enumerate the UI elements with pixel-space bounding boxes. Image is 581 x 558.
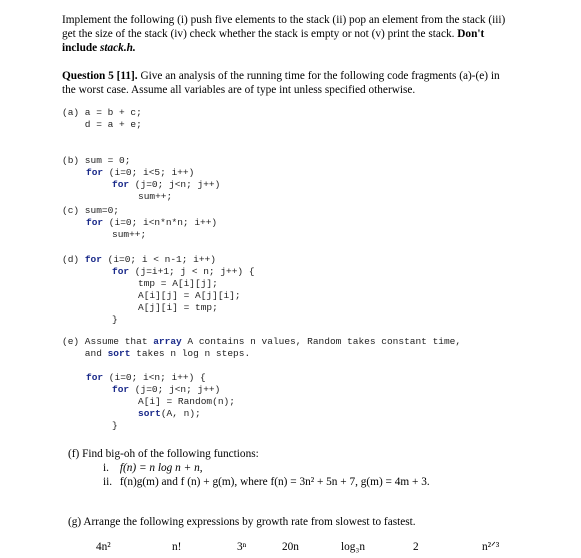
intro-stack-h: stack.h. bbox=[99, 42, 136, 54]
keyword-sort: sort bbox=[107, 348, 131, 359]
code-a-line-1: (a) a = b + c; bbox=[62, 107, 142, 118]
code-b-line-1: (b) sum = 0; bbox=[62, 155, 131, 166]
intro-line-2 bbox=[62, 27, 484, 41]
part-f-item-1 bbox=[103, 461, 203, 475]
code-e-line-6 bbox=[138, 408, 201, 420]
part-g-title: (g) Arrange the following expressions by growth rate from slowest to fastest. bbox=[68, 516, 416, 528]
code-e-loop-2: (j=0; j<n; j++) bbox=[129, 384, 221, 395]
code-c-line-2 bbox=[86, 217, 217, 229]
intro-line-2-text: get the size of the stack (iv) check whether the stack is empty or not (v) print the stack. bbox=[62, 28, 455, 40]
code-b-line-4: sum++; bbox=[138, 191, 173, 202]
part-f-item-2 bbox=[103, 475, 430, 489]
code-d-line-1 bbox=[62, 254, 216, 266]
keyword-for: for bbox=[112, 384, 130, 395]
keyword-for: for bbox=[112, 266, 130, 277]
expression-4: 20n bbox=[282, 541, 299, 553]
code-d-line-5: A[j][i] = tmp; bbox=[138, 302, 218, 313]
keyword-sort: sort bbox=[138, 408, 161, 419]
keyword-for: for bbox=[86, 217, 104, 228]
keyword-for: for bbox=[86, 372, 104, 383]
code-e-text-4: takes n log n steps. bbox=[130, 348, 251, 359]
code-e-loop-1: (i=0; i<n; i++) { bbox=[103, 372, 206, 383]
code-e-line-7: } bbox=[112, 420, 118, 431]
code-b-loop-2: (j=0; j<n; j++) bbox=[129, 179, 221, 190]
code-c-loop: (i=0; i<n*n*n; i++) bbox=[103, 217, 218, 228]
code-e-text-2: A contains n values, Random takes constant time, bbox=[181, 336, 462, 347]
part-f-title: (f) Find big-oh of the following functions: bbox=[68, 448, 259, 460]
question-line-1-text: Give an analysis of the running time for the following code fragments (a)-(e) in bbox=[140, 70, 500, 82]
code-a-line-2: d = a + e; bbox=[62, 119, 142, 130]
code-c-line-1: (c) sum=0; bbox=[62, 205, 120, 216]
code-e-line-1 bbox=[62, 336, 461, 348]
part-f-item-2-num: ii. bbox=[103, 476, 113, 488]
code-d-loop-2: (j=i+1; j < n; j++) { bbox=[129, 266, 255, 277]
code-e-text-3: and bbox=[62, 348, 108, 359]
expression-6: 2 bbox=[413, 541, 419, 553]
expression-3: 3ⁿ bbox=[237, 541, 247, 553]
code-d-line-3: tmp = A[i][j]; bbox=[138, 278, 218, 289]
code-c-line-3: sum++; bbox=[112, 229, 147, 240]
expression-5: log₃n bbox=[341, 541, 366, 553]
part-f-item-1-num: i. bbox=[103, 462, 109, 474]
expression-1: 4n² bbox=[96, 541, 111, 553]
code-d-line-6: } bbox=[112, 314, 118, 325]
expression-2: n! bbox=[172, 541, 182, 553]
intro-include: include bbox=[62, 42, 98, 54]
code-b-line-3 bbox=[112, 179, 220, 191]
code-b-line-2 bbox=[86, 167, 194, 179]
code-b-loop-1: (i=0; i<5; i++) bbox=[103, 167, 195, 178]
keyword-array: array bbox=[153, 336, 182, 347]
code-e-line-3 bbox=[86, 372, 206, 384]
intro-line-3 bbox=[62, 41, 136, 55]
part-f-item-1-text: f(n) = n log n + n, bbox=[119, 462, 203, 474]
keyword-for: for bbox=[84, 254, 102, 265]
code-d-label: (d) bbox=[62, 254, 85, 265]
question-line-1 bbox=[62, 69, 500, 83]
code-e-line-4 bbox=[112, 384, 220, 396]
code-e-sort-args: (A, n); bbox=[160, 408, 201, 419]
code-e-text-1: (e) Assume that bbox=[62, 336, 154, 347]
question-heading: Question 5 [11]. bbox=[62, 70, 138, 82]
code-d-line-4: A[i][j] = A[j][i]; bbox=[138, 290, 241, 301]
code-d-line-2 bbox=[112, 266, 255, 278]
intro-dont: Don't bbox=[457, 28, 485, 40]
keyword-for: for bbox=[86, 167, 104, 178]
code-d-loop-1: (i=0; i < n-1; i++) bbox=[101, 254, 216, 265]
part-f-item-2-text: f(n)g(m) and f (n) + g(m), where f(n) = 3n² + 5n + 7, g(m) = 4m + 3. bbox=[119, 476, 430, 488]
keyword-for: for bbox=[112, 179, 130, 190]
intro-line-1: Implement the following (i) push five elements to the stack (ii) pop an element from the stack (iii) bbox=[62, 14, 506, 26]
question-line-2: the worst case. Assume all variables are of type int unless specified otherwise. bbox=[62, 84, 416, 96]
code-e-line-2 bbox=[62, 348, 250, 360]
expression-7: n²ᐟ³ bbox=[482, 541, 500, 553]
code-e-line-5: A[i] = Random(n); bbox=[138, 396, 235, 407]
